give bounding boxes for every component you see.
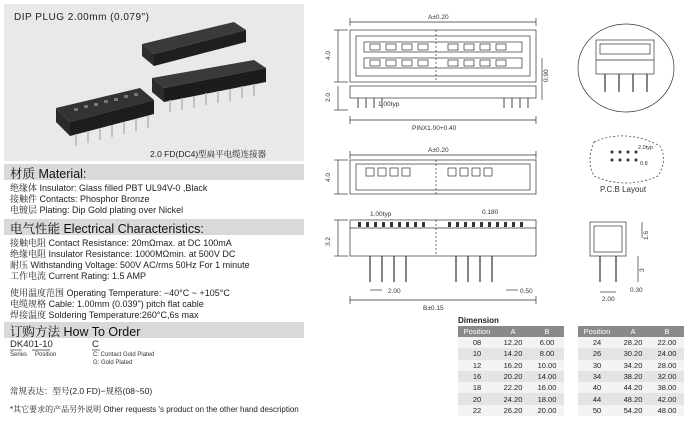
dim-100typ-top: 1.00typ — [378, 101, 400, 108]
cell-position: 18 — [458, 382, 496, 393]
cell-b: 24.00 — [650, 348, 684, 359]
end-view-drawing — [590, 222, 642, 292]
cell-b: 14.00 — [530, 371, 564, 382]
order-note: *其它要求的产品另外说明 Other requests 's product on the other hand description — [10, 405, 299, 414]
header-title: DIP PLUG 2.00mm (0.079") — [14, 12, 150, 23]
cell-b: 28.00 — [650, 360, 684, 371]
order-code: DK401-10 — [10, 339, 53, 350]
table-row — [458, 337, 564, 348]
table-row — [458, 371, 564, 382]
cell-b: 42.00 — [650, 393, 684, 404]
cell-a: 48.20 — [616, 393, 650, 404]
table-row — [458, 360, 564, 371]
material-title: 材质 Material: — [10, 167, 87, 181]
cell-a: 38.20 — [616, 371, 650, 382]
dim-200-end: 2.00 — [602, 296, 615, 303]
cell-position: 26 — [578, 348, 616, 359]
cell-position: 40 — [578, 382, 616, 393]
cell-a: 20.20 — [496, 371, 530, 382]
option-g: G: Gold Plated — [93, 360, 133, 366]
table-row — [578, 382, 684, 393]
pcb-layout-drawing — [590, 136, 664, 183]
electrical-title: 电气性能 Electrical Characteristics: — [10, 222, 204, 236]
cell-b: 16.00 — [530, 382, 564, 393]
top-view-drawing — [334, 18, 542, 124]
dim-050: 0.50 — [520, 288, 533, 295]
second-view-drawing — [334, 151, 536, 194]
col-position: Position — [458, 326, 496, 337]
material-line-2: 接触件 Contacts: Phosphor Bronze — [10, 194, 150, 204]
front-view-drawing — [334, 220, 536, 304]
dim-16: 1.6 — [643, 230, 650, 240]
dim-4-second: 4.0 — [325, 172, 332, 182]
col-b: B — [530, 326, 564, 337]
cell-b: 18.00 — [530, 393, 564, 404]
cell-b: 10.00 — [530, 360, 564, 371]
technical-drawing — [308, 0, 693, 320]
cell-b: 32.00 — [650, 371, 684, 382]
connector-photo-3 — [56, 88, 154, 146]
cell-b: 20.00 — [530, 405, 564, 416]
dim-pinx: PINX1.00+0.40 — [412, 125, 457, 132]
cell-position: 20 — [458, 393, 496, 404]
cell-a: 12.20 — [496, 337, 530, 348]
electrical-line-6: 电缆规格 Cable: 1.00mm (0.039") pitch flat cable — [10, 299, 204, 309]
cell-position: 50 — [578, 405, 616, 416]
dim-32: 3.2 — [325, 236, 332, 246]
table-row — [578, 405, 684, 416]
order-common: 常规表达：型号(2.0 FD)−规格(08~50) — [10, 386, 153, 396]
electrical-line-3: 耐压 Withstanding Voltage: 500V AC/rms 50Hz For 1 minute — [10, 260, 250, 270]
table-row — [458, 393, 564, 404]
position-label: Position — [35, 352, 57, 358]
electrical-line-1: 接触电阻 Contact Resistance: 20mΩmax. at DC 100mA — [10, 238, 232, 248]
material-line-3: 电镀层 Plating: Dip Gold plating over Nickel — [10, 205, 184, 215]
cell-a: 28.20 — [616, 337, 650, 348]
table-row — [458, 382, 564, 393]
dimension-table-right — [578, 326, 684, 416]
electrical-line-5: 使用温度范围 Operating Temperature: −40°C ~ +105°C — [10, 288, 230, 298]
dimension-table-left — [458, 326, 564, 416]
side-view-drawing — [578, 24, 674, 112]
dim-100typ-front: 1.00typ — [370, 211, 392, 218]
dim-08: 0.8 — [640, 161, 648, 167]
electrical-line-7: 焊接温度 Soldering Temperature:260°C,6s max — [10, 310, 199, 320]
table-row — [578, 348, 684, 359]
cell-position: 34 — [578, 371, 616, 382]
table-row — [578, 393, 684, 404]
table-row — [578, 360, 684, 371]
cell-b: 22.00 — [650, 337, 684, 348]
cell-position: 08 — [458, 337, 496, 348]
cell-position: 10 — [458, 348, 496, 359]
dim-b: B±0.15 — [423, 305, 444, 312]
cell-a: 26.20 — [496, 405, 530, 416]
dim-a-top: A±0.20 — [428, 14, 449, 21]
cell-a: 54.20 — [616, 405, 650, 416]
cell-position: 24 — [578, 337, 616, 348]
cell-position: 16 — [458, 371, 496, 382]
dim-4-top: 4.0 — [325, 50, 332, 60]
option-c: C: Contact Gold Plated — [93, 352, 155, 358]
photo-caption: 2.0 FD(DC4)型扁平电缆连接器 — [150, 149, 267, 159]
dim-3: 3 — [639, 268, 646, 272]
cell-a: 16.20 — [496, 360, 530, 371]
dim-200-front: 2.00 — [388, 288, 401, 295]
col-b: B — [650, 326, 684, 337]
cell-a: 14.20 — [496, 348, 530, 359]
table-row — [458, 348, 564, 359]
cell-position: 22 — [458, 405, 496, 416]
dim-2: 2.0 — [325, 92, 332, 102]
cell-a: 24.20 — [496, 393, 530, 404]
col-a: A — [616, 326, 650, 337]
cell-position: 12 — [458, 360, 496, 371]
cell-a: 34.20 — [616, 360, 650, 371]
connector-photo — [4, 4, 304, 161]
dim-a-second: A±0.20 — [428, 147, 449, 154]
table-row — [578, 337, 684, 348]
col-a: A — [496, 326, 530, 337]
connector-photo-2 — [152, 60, 266, 112]
dim-20typ: 2.0typ — [638, 145, 653, 151]
cell-b: 48.00 — [650, 405, 684, 416]
table-row — [458, 405, 564, 416]
order-title: 订购方法 How To Order — [10, 325, 141, 339]
material-line-1: 绝缘体 Insulator: Glass filled PBT UL94V-0 ,Black — [10, 183, 208, 193]
col-position: Position — [578, 326, 616, 337]
electrical-line-2: 绝缘电阻 Insulator Resistance: 1000MΩmin. at 500V DC — [10, 249, 236, 259]
cell-b: 8.00 — [530, 348, 564, 359]
cell-a: 30.20 — [616, 348, 650, 359]
cell-b: 6.00 — [530, 337, 564, 348]
table-row — [578, 371, 684, 382]
electrical-line-4: 工作电流 Current Rating: 1.5 AMP — [10, 271, 147, 281]
pcb-layout-label: P.C.B Layout — [600, 185, 647, 194]
dim-0180: 0.180 — [482, 209, 499, 216]
series-label: Series — [10, 352, 28, 358]
order-letter: C — [92, 339, 99, 350]
connector-photo-1 — [142, 4, 246, 66]
cell-position: 44 — [578, 393, 616, 404]
cell-b: 38.00 — [650, 382, 684, 393]
cell-a: 44.20 — [616, 382, 650, 393]
cell-a: 22.20 — [496, 382, 530, 393]
cell-position: 30 — [578, 360, 616, 371]
dim-090: 0.90 — [543, 69, 550, 82]
dimension-title: Dimension — [458, 316, 499, 325]
dim-030: 0.30 — [630, 287, 643, 294]
